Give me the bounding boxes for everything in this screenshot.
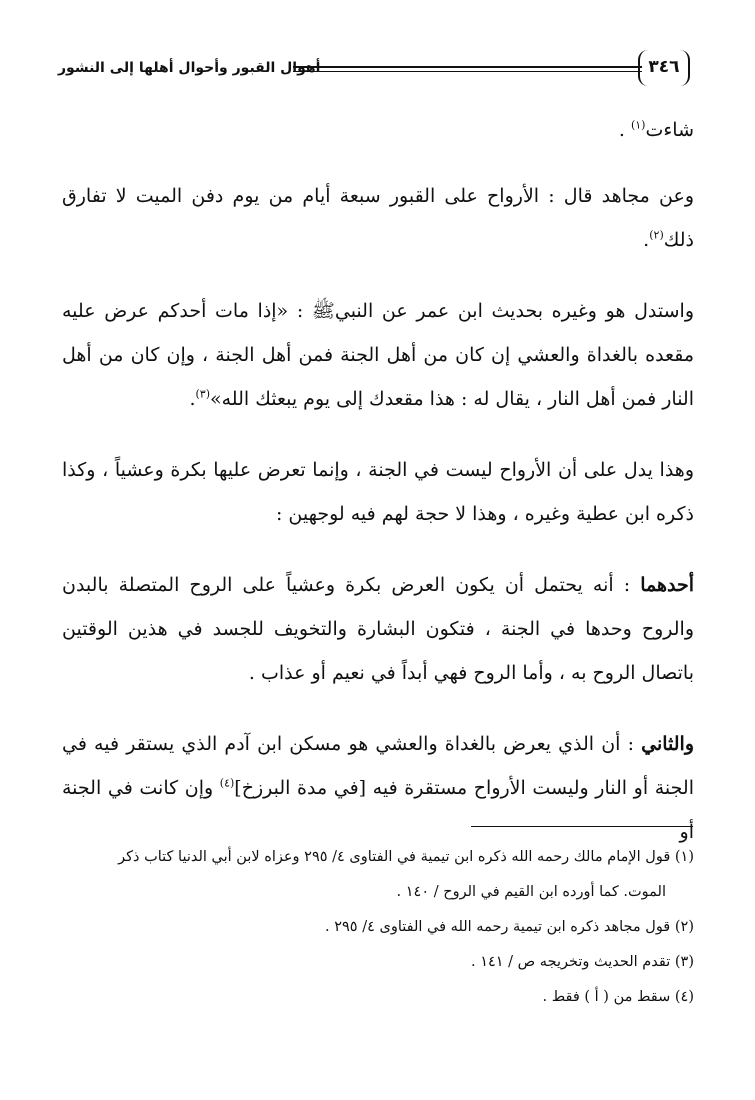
footnote-2-number: (٢) [674, 919, 694, 935]
paragraph-4 [62, 448, 694, 536]
paragraph-1-end: . [618, 119, 631, 141]
footnote-4-text: سقط من ( أ ) فقط . [542, 989, 671, 1005]
paragraph-1 [62, 108, 694, 152]
paragraph-3 [62, 289, 694, 421]
footnote-4-number: (٤) [674, 989, 694, 1005]
footnote-separator [471, 826, 693, 827]
paragraph-1-text: شاءت [645, 119, 694, 141]
footnote-2 [58, 910, 694, 945]
footnote-ref-4: (٤) [219, 776, 235, 790]
running-header [58, 48, 690, 92]
paragraph-5 [62, 563, 694, 695]
footnote-ref-3: (٣) [195, 387, 210, 401]
footnote-3 [58, 945, 694, 980]
page-number: ٣٤٦ [638, 50, 690, 86]
paragraph-4-text: وهذا يدل على أن الأرواح ليست في الجنة ، وإنما تعرض عليها بكرة وعشياً ، وكذا ذكره ابن عطية وغيره ، وهذا لا حجة لهم فيه لوجهين : [62, 459, 694, 525]
paragraph-3-text: واستدل هو وغيره بحديث ابن عمر عن النبيﷺ : «إذا مات أحدكم عرض عليه مقعده بالغداة والعشي إن كان من أهل الجنة فمن أهل الجنة ، وإن كان من أهل النار فمن أهل النار ، يقال له : هذا مقعدك إلى يوم يبعثك الله» [62, 300, 694, 410]
footnote-1-text: قول الإمام مالك رحمه الله ذكره ابن تيمية في الفتاوى ٤/ ٢٩٥ وعزاه لابن أبي الدنيا كتاب ذكر [118, 849, 671, 865]
footnote-1 [58, 840, 694, 910]
running-title: أهوال القبور وأحوال أهلها إلى النشور [58, 60, 321, 76]
footnote-ref-1: (١) [630, 118, 646, 132]
footnote-1-continuation: الموت. كما أورده ابن القيم في الروح / ١٤٠ . [396, 884, 666, 900]
footnote-1-number: (١) [674, 849, 694, 865]
paragraph-2-end: . [643, 229, 650, 251]
paragraph-2 [62, 174, 694, 262]
footnote-4 [58, 980, 694, 1015]
footnote-2-text: قول مجاهد ذكره ابن تيمية رحمه الله في الفتاوى ٤/ ٢٩٥ . [325, 919, 671, 935]
paragraph-3-end: . [189, 388, 196, 410]
footnote-3-text: تقدم الحديث وتخريجه ص / ١٤١ . [470, 954, 671, 970]
paragraph-6-end: وإن كانت في الجنة أو [62, 777, 694, 843]
main-text [62, 108, 694, 881]
footnotes [58, 840, 694, 1015]
header-rule-thin [293, 71, 642, 72]
header-rule-thick [293, 66, 642, 68]
paragraph-2-text: وعن مجاهد قال : الأرواح على القبور سبعة أيام من يوم دفن الميت لا تفارق ذلك [62, 185, 694, 251]
paragraph-5-text: : أنه يحتمل أن يكون العرض بكرة وعشياً على الروح المتصلة بالبدن والروح وحدها في الجنة ، فتكون البشارة والتخويف للجسد في هذين الوقتين باتصال الروح به ، وأما الروح فهي أبداً في نعيم أو عذاب . [62, 574, 694, 684]
footnote-ref-2: (٢) [649, 228, 664, 242]
paragraph-5-lead: أحدهما [640, 574, 694, 596]
paragraph-6 [62, 722, 694, 854]
paragraph-6-lead: والثاني [641, 733, 694, 755]
paragraph-6-text: : أن الذي يعرض بالغداة والعشي هو مسكن ابن آدم الذي يستقر فيه في الجنة أو النار وليست الأرواح مستقرة فيه [في مدة البرزخ] [62, 733, 694, 799]
footnote-3-number: (٣) [674, 954, 694, 970]
